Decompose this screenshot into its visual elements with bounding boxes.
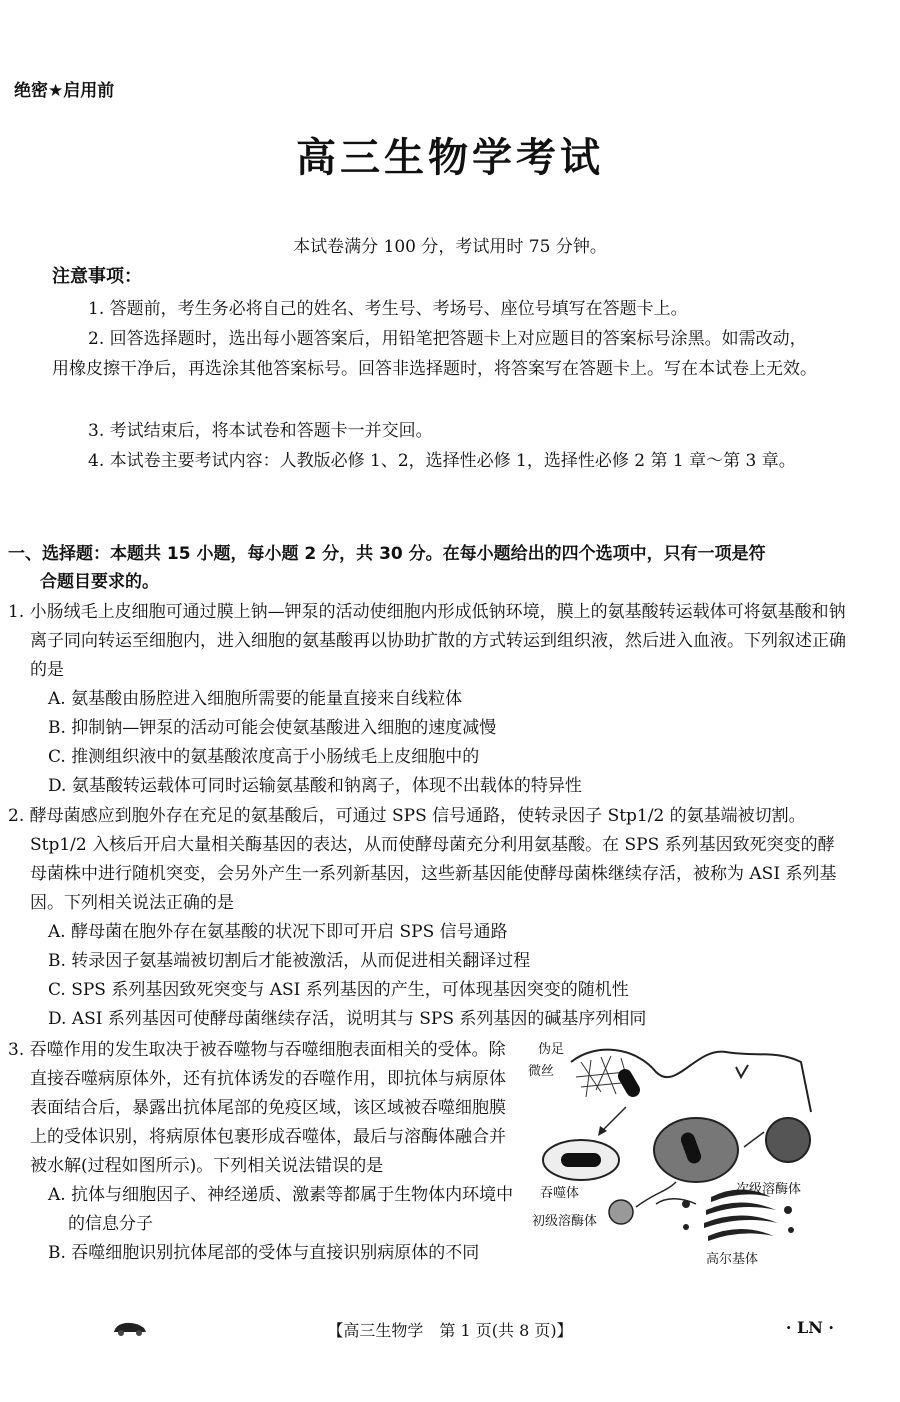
question-stem: 3. 吞噬作用的发生取决于被吞噬物与吞噬细胞表面相关的受体。除直接吞噬病原体外，还有抗体诱发的吞噬作用，即抗体与病原体表面结合后，暴露出抗体尾部的免疫区域，该区域被吞噬细胞膜上的受体识别，将病原体包裹形成吞噬体，最后与溶酶体融合并被水解(过程如图所示)。下列相关说法错误的是 <box>8 1040 506 1176</box>
option-d: D. ASI 系列基因可使酵母菌继续存活，说明其与 SPS 系列基因的碱基序列相同 <box>48 1009 647 1029</box>
notice-item: 1. 答题前，考生务必将自己的姓名、考生号、考场号、座位号填写在答题卡上。 <box>88 299 688 319</box>
label-primary-lysosome: 初级溶酶体 <box>532 1214 598 1229</box>
option-a: A. 酵母菌在胞外存在氨基酸的状况下即可开启 SPS 信号通路 <box>48 922 508 942</box>
notice-item: 2. 回答选择题时，选出每小题答案后，用铅笔把答题卡上对应题目的答案标号涂黑。如需改动，用橡皮擦干净后，再选涂其他答案标号。回答非选择题时，将答案写在答题卡上。写在本试卷上无效。 <box>52 329 817 379</box>
exam-title: 高三生物学考试 <box>296 135 604 181</box>
question-stem: 1. 小肠绒毛上皮细胞可通过膜上钠—钾泵的活动使细胞内形成低钠环境，膜上的氨基酸转运载体可将氨基酸和钠离子同向转运至细胞内，进入细胞的氨基酸再以协助扩散的方式转运到组织液，然后进入血液。下列叙述正确的是 <box>8 602 846 680</box>
exam-subtitle: 本试卷满分 100 分，考试用时 75 分钟。 <box>293 237 607 257</box>
notice-item: 4. 本试卷主要考试内容：人教版必修 1、2，选择性必修 1，选择性必修 2 第 1 章～第 3 章。 <box>88 451 796 471</box>
label-golgi: 高尔基体 <box>706 1252 759 1267</box>
section-heading-line2: 合题目要求的。 <box>40 572 159 592</box>
notice-heading: 注意事项： <box>52 266 142 287</box>
primary-lysosome <box>609 1200 633 1224</box>
option-b: B. 吞噬细胞识别抗体尾部的受体与直接识别病原体的不同 <box>48 1243 480 1263</box>
phagocytosis-diagram <box>526 1032 826 1272</box>
option-c: C. SPS 系列基因致死突变与 ASI 系列基因的产生，可体现基因突变的随机性 <box>48 980 629 1000</box>
option-a: A. 氨基酸由肠腔进入细胞所需要的能量直接来自线粒体 <box>48 689 463 709</box>
secondary-lysosome <box>766 1118 810 1162</box>
option-d: D. 氨基酸转运载体可同时运输氨基酸和钠离子，体现不出载体的特异性 <box>48 776 582 796</box>
option-c: C. 推测组织液中的氨基酸浓度高于小肠绒毛上皮细胞中的 <box>48 747 480 767</box>
label-secondary-lysosome: 次级溶酶体 <box>736 1182 802 1197</box>
question-3 <box>8 1036 518 1268</box>
label-microfilament: 微丝 <box>528 1064 555 1079</box>
option-b: B. 转录因子氨基端被切割后才能被激活，从而促进相关翻译过程 <box>48 951 531 971</box>
confidential-label: 绝密★启用前 <box>14 81 115 101</box>
option-a: A. 抗体与细胞因子、神经递质、激素等都属于生物体内环境中的信息分子 <box>48 1185 514 1234</box>
phagocytosis-figure <box>526 1032 826 1272</box>
question-stem: 2. 酵母菌感应到胞外存在充足的氨基酸后，可通过 SPS 信号通路，使转录因子 Stp1/2 的氨基端被切割。Stp1/2 入核后开启大量相关酶基因的表达，从而使酵母菌充分利用氨基酸。在 SPS 系列基因致死突变的酵母菌株中进行随机突变，会另外产生一系列新基因，这些新基因能使酵母菌株继续存活，被称为 ASI 系列基因。下列相关说法正确的是 <box>8 806 837 913</box>
label-pseudopod: 伪足 <box>538 1042 565 1057</box>
footer-code: · LN · <box>785 1318 834 1337</box>
option-b: B. 抑制钠—钾泵的活动可能会使氨基酸进入细胞的速度减慢 <box>48 718 497 738</box>
label-phagosome: 吞噬体 <box>540 1186 580 1201</box>
golgi-apparatus <box>682 1190 794 1242</box>
cell-membrane <box>571 1050 811 1112</box>
section-heading-line1: 一、选择题：本题共 15 小题，每小题 2 分，共 30 分。在每小题给出的四个选项中，只有一项是符 <box>8 544 766 564</box>
question-1 <box>8 598 848 801</box>
page-footer: 【高三生物学 第 1 页(共 8 页)】 <box>327 1321 573 1340</box>
question-2 <box>8 802 848 1034</box>
section-heading <box>8 540 858 596</box>
notice-item: 3. 考试结束后，将本试卷和答题卡一并交回。 <box>88 421 433 441</box>
